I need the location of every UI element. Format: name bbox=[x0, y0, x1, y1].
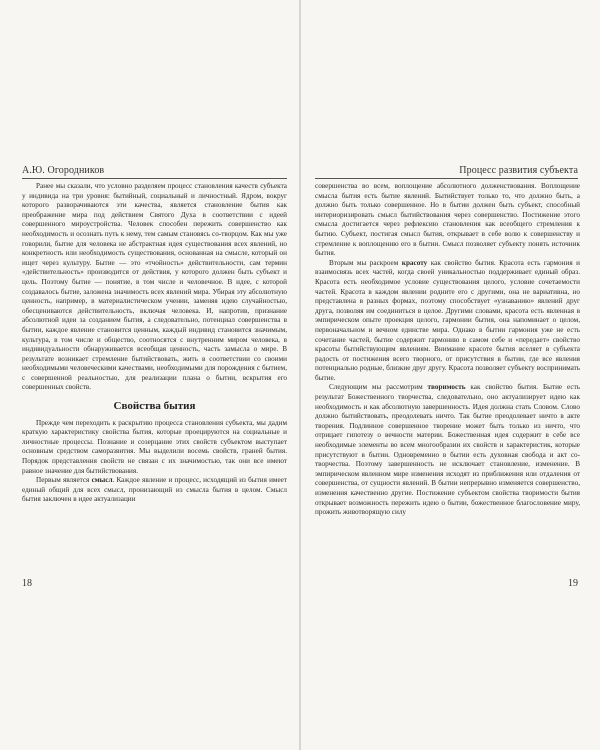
left-page bbox=[0, 0, 299, 750]
paragraph-lead: Вторым мы раскроем bbox=[329, 258, 402, 267]
paragraph bbox=[315, 259, 580, 384]
paragraph: Ранее мы сказали, что условно разделяем процесс становления качеств субъекта у индивида на три уровня: бытийный, социальный и личностный. Ядром, вокруг которого разворачиваются эти качества, является становление бытия как преображение мира под действием Святого Духа в соответствии с идеей совершенного мироустройства. Человек способен пережить совершенство как необходимость и осознать путь к нему, тем самым становясь со-творцом. Как мы уже говорили, бытие для человека не абстрактная идея существования всех явлений, но конкретность или необходимость существования, основанная на смысле, который он ищет через культуру. Бытие — это «тчойность» действительности, сам термин «действительность» производится от действия, у которого должен быть субъект и цель. Поэтому бытие — понятие, в том числе и человечное. В идее, с которой создавалось бытие, заложена значимость всех явлений мира. Убирая эту абсолютную ценность, например, в материалистическом учении, заменяя идею случайностью, обесцениваются действительность, включая человека. И, напротив, признание абсолютной идеи за созданием бытия, а следовательно, потенциал совершенства в бытии, каждое явление становится ценным, каждый индивид становится значимым, культура, в том числе и общество, соотносятся с внутренним миром человека, в индивидуальности обнаруживается всеобщая ценность, часть замысла о мире. В результате возникает стремление бытийствовать, жить в соответствии со своими необходимыми человеческими качествами, необходимыми для порождения с бытием, с совершенной реальностью, для реализации плана о бытии, вскрытия его совершенных свойств. bbox=[22, 182, 287, 392]
page-number: 18 bbox=[22, 578, 32, 589]
left-text-block bbox=[22, 182, 287, 505]
term-highlight: смысл bbox=[91, 476, 113, 485]
paragraph bbox=[22, 476, 287, 505]
paragraph-rest: . Каждое явление и процесс, исходящий из бытия имеет единый общий для всех смысл, пронизающий из смысла бытия в целом. Смысл бытия заключен в идее актуализации bbox=[22, 476, 287, 504]
paragraph bbox=[315, 383, 580, 517]
right-page bbox=[301, 0, 600, 750]
term-highlight: красоту bbox=[401, 258, 428, 267]
running-head-chapter: Процесс развития субъекта bbox=[459, 165, 578, 176]
paragraph-lead: Следующим мы рассмотрим bbox=[329, 383, 428, 392]
page-number: 19 bbox=[568, 578, 578, 589]
paragraph-lead: Первым является bbox=[36, 476, 92, 485]
paragraph: совершенства во всем, воплощение абсолютного долженствования. Воплощение смысла бытия есть бытие явлений. Бытийствует только то, что должно быть, а должно быть только совершенное. Но в бытии должен быть субъект, способный интериоризировать смысл бытийствования через совершенство. Постижение этого смысла достигается через рефлексию становления как всеобщего стремления к бытию. Субъект, постигая смысл бытия, открывает в себе волю к совершенству и стремление к воплощению его в бытии. Смысл позволяет субъекту понять источник бытия. bbox=[315, 182, 580, 258]
header-rule bbox=[315, 178, 578, 179]
paragraph-rest: как свойство бытия. Бытие есть результат Божественного творчества, следовательно, оно актуализирует идею как необходимость и как абсолютную завершенность. Идея должна стать Словом. Слово должно бытийствовать, преодолевать ничто. Так бытие преодолевает ничто в акте творения. Подлинное совершенное творение может быть только из ничто, что отрицает гипотезу о вечности материи. Божественная идея содержит в себе все необходимые элементы во всем многообразии их свойств и характеристик, которые присутствуют в бытии. Одновременно в бытии есть духовная свобода и акт со-творчества. Поэтому завершенность не исключает становление, изменение. В эмпирическом явленном мире изменения исходят из приближения или отдаления от совершенства, от сущности явлений. В бытии непрерывно изменяется совершенство, изменения качественно другие. Постижение субъектом свойства творимости бытия открывает возможность пережить идею о бытии, божественное благословение миру, прожить животворящую силу bbox=[315, 383, 580, 517]
term-highlight: творимость bbox=[427, 383, 466, 392]
section-title: Свойства бытия bbox=[113, 400, 196, 413]
header-rule bbox=[22, 178, 287, 179]
paragraph-rest: как свойство бытия. Красота есть гармония и взаимосвязь всех частей, когда своей уникальностью поддерживает единый образ. Красота есть необходимое условие существования целого, условие сочетаемости частей. Красота в каждом явлении родните его с другими, она не вариативна, но представлена в разных формах, поэтому способствует «узнаванию» явлений друг друга, позволяя им соединиться в целое. Другими словами, красота есть явленная в эмпирическом опыте проекция целого, гармонии бытия, она напоминает о целом, первоначальном и вечном единстве мира. Однако в бытии гармония уже не есть сочетание частей, бытие содержит гармонию в самом себе и «передает» свойство красоты бытийствующим явлениям. Внимание красоте бытия вселяет в субъекта радость от постижения всего творного, от присутствия в бытии, где все явления потенциально родные, близкие друг другу. Красота позволяет субъекту воспринимать бытие. bbox=[315, 258, 580, 382]
running-head-author: А.Ю. Огородников bbox=[22, 165, 105, 176]
right-text-block bbox=[315, 182, 580, 518]
paragraph: Прежде чем переходить к раскрытию процесса становления субъекта, мы дадим краткую характеристику свойства бытия, которые проецируются на социальные и личностные процессы. Познание и созерцание этих свойств субъектом выступает основным средством саморазвития. Мы выделили восемь свойств, граней бытия. Порядок представления свойств не связан с их значимостью, так они все имеют равное значение для бытийствования. bbox=[22, 418, 287, 475]
